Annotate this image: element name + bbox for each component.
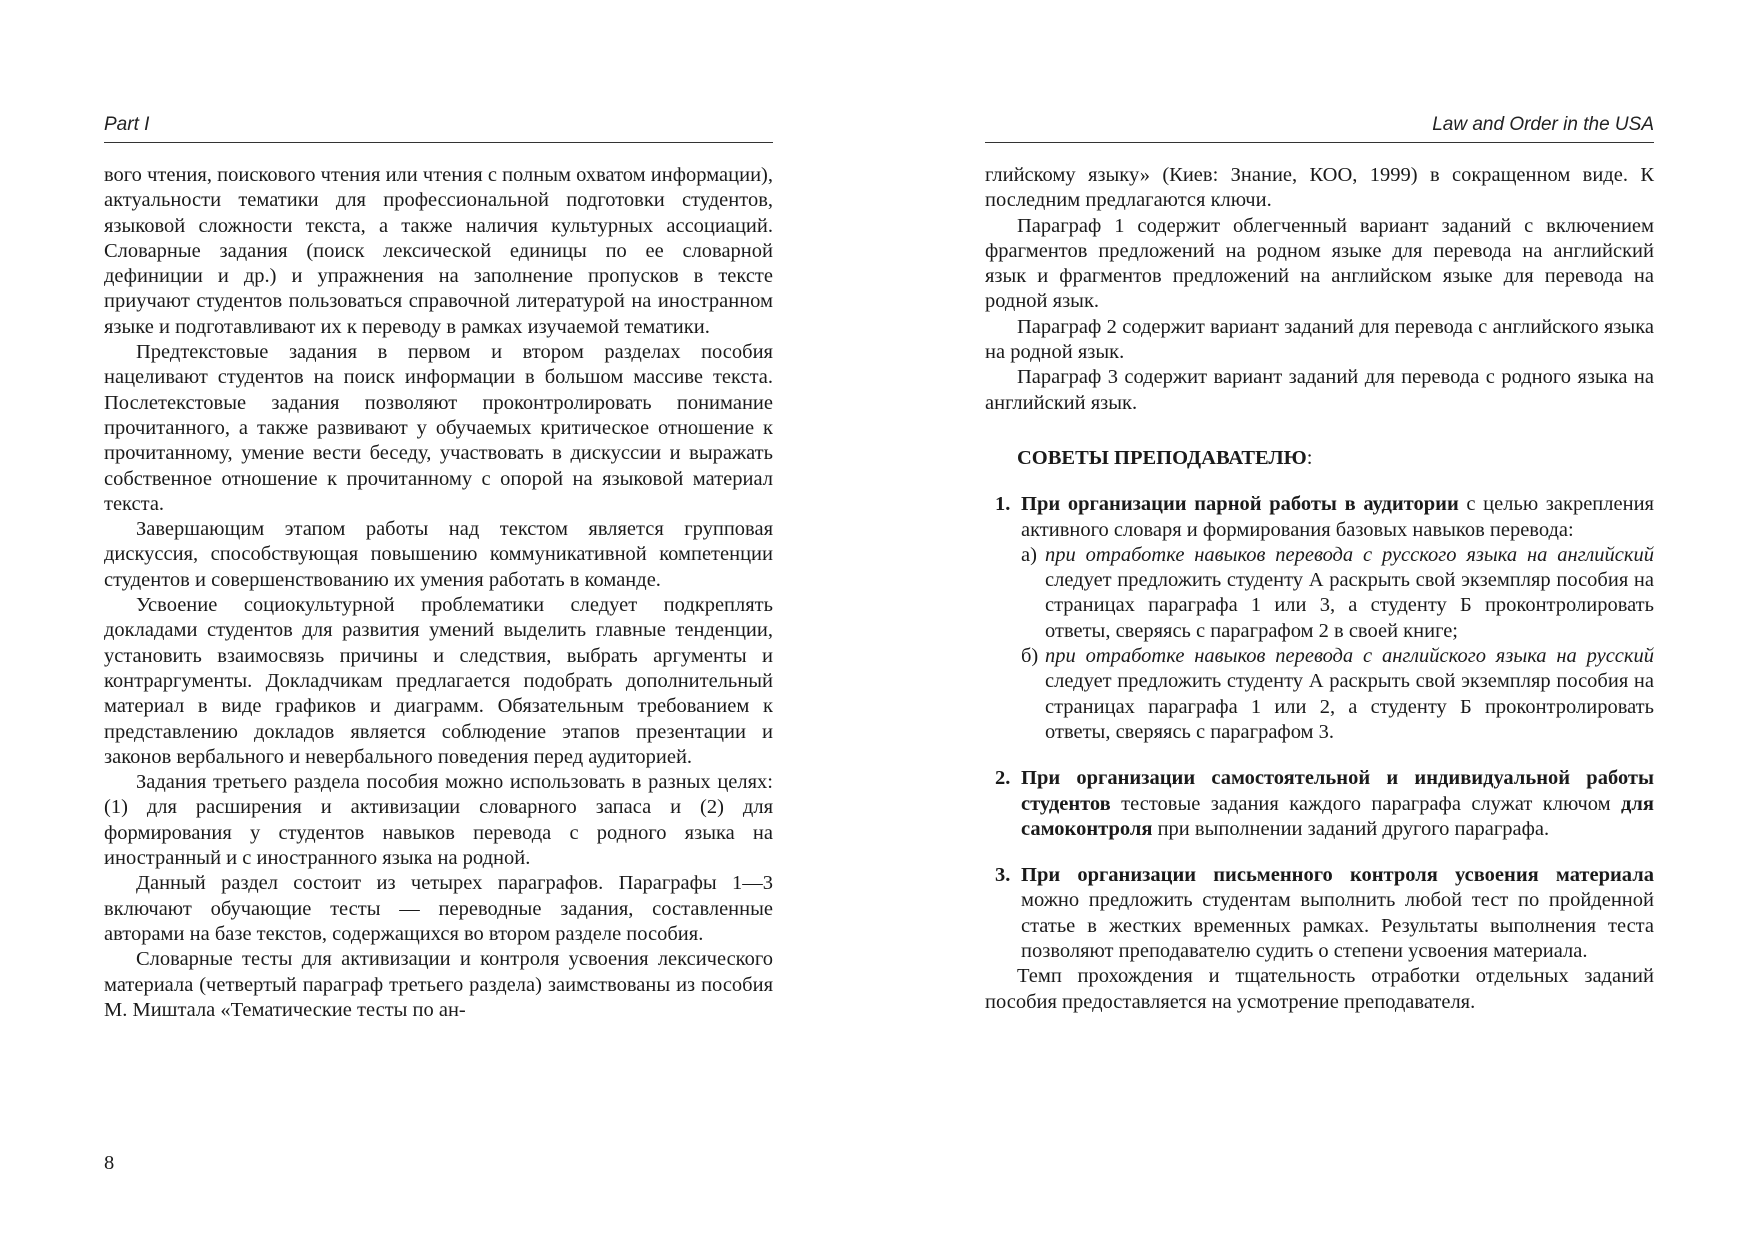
paragraph: вого чтения, поискового чтения или чтения с полным охватом информации), актуальности тематики для профессиональной подготовки студентов, языковой сложности текста, а также наличия культурных ассоциаций. Словарные задания (поиск лексической единицы по ее словарной дефиниции и др.) и упражнения на заполнение пропусков в тексте приучают студентов пользоваться справочной литературой на иностранном языке и подготавливают их к переводу в рамках изучаемой тематики. xyxy=(104,164,773,338)
tip-bold: При организации парной работы в аудитории xyxy=(1021,493,1459,516)
paragraph: Параграф 1 содержит облегченный вариант заданий с включением фрагментов предложений на родном языке для перевода на английский язык и фрагментов предложений на английском языке для перевода на родной язык. xyxy=(985,214,1654,313)
section-heading xyxy=(1017,446,1654,471)
paragraph: Параграф 3 содержит вариант заданий для перевода с родного языка на английский язык. xyxy=(985,366,1654,414)
closing-paragraph: Темп прохождения и тщательность отработки отдельных заданий пособия предоставляется на усмотрение преподавателя. xyxy=(985,965,1654,1013)
tip-text xyxy=(1021,766,1654,842)
page-number: 8 xyxy=(104,1152,115,1174)
tip-rest: с целью закрепления активного словаря и формирования базовых навыков перевода: xyxy=(1021,493,1654,541)
heading-text: СОВЕТЫ ПРЕПОДАВАТЕЛЮ xyxy=(1017,446,1307,469)
sub-italic: при отработке навыков перевода с английского языка на русский xyxy=(1045,645,1654,668)
tip-number: 3. xyxy=(995,864,1011,887)
paragraph: Задания третьего раздела пособия можно использовать в разных целях: (1) для расширения и активизации словарного запаса и (2) для формирования у студентов навыков перевода с родного языка на иностранный и с иностранного языка на родной. xyxy=(104,771,773,870)
tip-bold: При организации письменного контроля усвоения материала xyxy=(1021,864,1654,887)
left-body-text xyxy=(104,163,773,1023)
tip-number: 1. xyxy=(995,493,1011,516)
tip-item-3 xyxy=(985,863,1654,964)
paragraph: глийскому языку» (Киев: Знание, КОО, 1999) в сокращенном виде. К последним предлагаются ключи. xyxy=(985,164,1654,212)
sub-italic: при отработке навыков перевода с русского языка на английский xyxy=(1045,543,1654,566)
tip-number: 2. xyxy=(995,767,1011,790)
tip-mid: тестовые задания каждого параграфа служат ключом xyxy=(1110,792,1622,815)
tip-item-1 xyxy=(985,492,1654,745)
paragraph: Усвоение социокультурной проблематики следует подкреплять докладами студентов для развития умений выделить главные тенденции, установить взаимосвязь причины и следствия, выбрать аргументы и контраргументы. Докладчикам предлагается подобрать дополнительный материал в виде графиков и диаграмм. Обязательным требованием к представлению докладов является соблюдение этапов презентации и законов вербального и невербального поведения перед аудиторией. xyxy=(104,594,773,768)
sub-mark: а) xyxy=(1021,543,1037,566)
paragraph: Завершающим этапом работы над текстом является групповая дискуссия, способствующая повышению коммуникативной компетенции студентов и совершенствованию их умения работать в команде. xyxy=(104,518,773,591)
tip-rest: при выполнении заданий другого параграфа. xyxy=(1152,817,1550,840)
right-body-text xyxy=(985,163,1654,1015)
tip-rest: можно предложить студентам выполнить любой тест по пройденной статье в жестких временных рамках. Результаты выполнения теста позволяют преподавателю судить о степени усвоения материала. xyxy=(1021,889,1654,963)
sub-rest: следует предложить студенту А раскрыть свой экземпляр пособия на страницах параграфа 1 или 2, а студенту Б проконтролировать ответы, сверяясь с параграфом 3. xyxy=(1045,670,1654,743)
sub-mark: б) xyxy=(1021,645,1039,668)
tip-item-2 xyxy=(985,766,1654,842)
tip-text xyxy=(1021,863,1654,964)
paragraph: Словарные тесты для активизации и контроля усвоения лексического материала (четвертый параграф третьего раздела) заимствованы из пособия М. Миштала «Тематические тесты по ан- xyxy=(104,948,773,1021)
paragraph: Предтекстовые задания в первом и втором разделах пособия нацеливают студентов на поиск информации в большом массиве текста. Послетекстовые задания позволяют проконтролировать понимание прочитанного, а также развивают у обучаемых критическое отношение к прочитанному, умение вести беседу, участвовать в дискуссии и выражать собственное отношение к прочитанному с опорой на языковой материал текста. xyxy=(104,341,773,515)
heading-colon: : xyxy=(1306,446,1313,469)
tip-bold-2: для самоконтроля xyxy=(1021,792,1654,840)
right-page xyxy=(985,0,1654,1240)
left-page xyxy=(104,0,773,1240)
sub-rest: следует предложить студенту А раскрыть свой экземпляр пособия на страницах параграфа 1 или 3, а студенту Б проконтролировать ответы, сверяясь с параграфом 2 в своей книге; xyxy=(1045,569,1654,642)
sub-item-b xyxy=(1021,644,1654,745)
running-head-left: Part I xyxy=(104,114,773,143)
sub-item-a xyxy=(1021,543,1654,644)
paragraph: Данный раздел состоит из четырех параграфов. Параграфы 1—3 включают обучающие тесты — переводные задания, составленные авторами на базе текстов, содержащихся во втором разделе пособия. xyxy=(104,872,773,945)
running-head-right: Law and Order in the USA xyxy=(985,114,1654,143)
tip-bold: При организации самостоятельной и индивидуальной работы студентов xyxy=(1021,767,1654,815)
tips-list xyxy=(985,492,1654,964)
tip-text xyxy=(1021,492,1654,543)
paragraph: Параграф 2 содержит вариант заданий для перевода с английского языка на родной язык. xyxy=(985,315,1654,364)
